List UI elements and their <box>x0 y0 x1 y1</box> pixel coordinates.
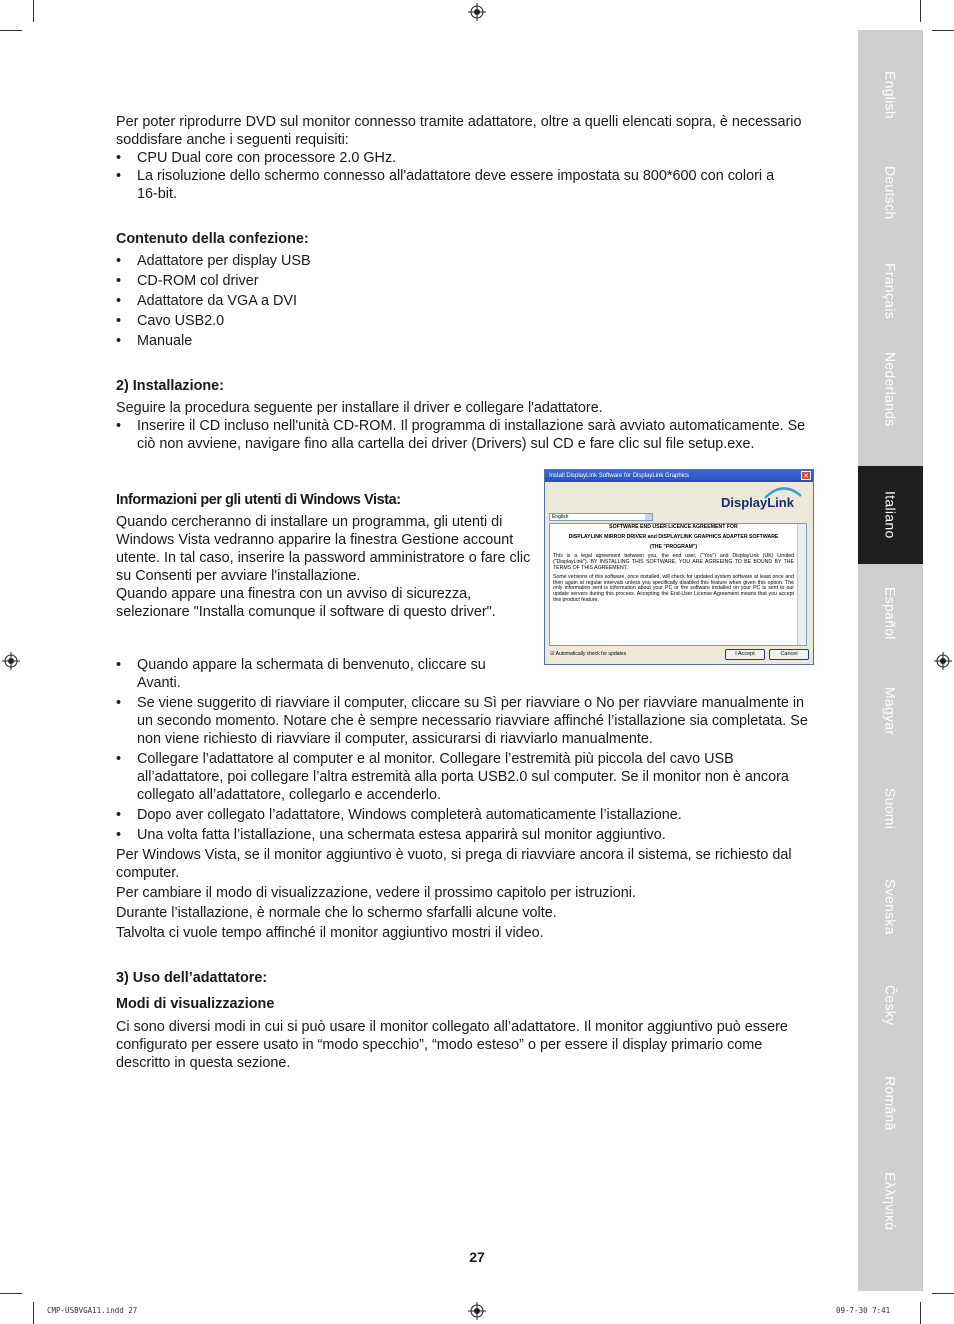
registration-mark-icon <box>2 652 20 670</box>
tab-romana[interactable]: Română <box>882 1075 899 1131</box>
steps-paragraph: Durante l’istallazione, è normale che lo schermo sfarfalli alcune volte. <box>116 905 557 921</box>
footer-file-info: CMP-USBVGA11.indd 27 <box>47 1306 138 1315</box>
usage-heading: 3) Uso dell’adattatore: <box>116 970 268 986</box>
tab-francais[interactable]: Français <box>882 262 899 320</box>
chevron-down-icon <box>645 514 652 520</box>
tab-magyar[interactable]: Magyar <box>882 686 899 736</box>
license-text-box[interactable]: SOFTWARE END USER LICENCE AGREEMENT FOR DISPLAYLINK MIRROR DRIVER and DISPLAYLINK GRAPHICS ADAPTER SOFTWARE (THE "PROGRAM") This is a legal agreement between you, the end user, ("You") and DisplayLink (UK) Limited ("DisplayLink"). BY INSTALLING THIS SOFTWARE, YOU ARE AGREEING TO BE BOUND BY THE TERMS OF THIS AGREEMENT. Some versions of this software, once installed, will check for updated system software at least once and then again at regular intervals unless you specifically disabled this feature when given this option. The only information sent is information about your PC or the software installed on your PC is sent to our update servers during this process. Accepting the End-User License Agreement means that you accept this product feature. <box>549 523 807 646</box>
list-item: • CD-ROM col driver <box>116 272 820 290</box>
install-paragraph: Seguire la procedura seguente per installare il driver e collegare l'adattatore. <box>116 400 603 416</box>
package-heading: Contenuto della confezione: <box>116 231 309 247</box>
installer-screenshot <box>544 469 814 665</box>
tab-nederlands[interactable]: Nederlands <box>882 351 899 427</box>
displaylink-logo: DisplayLink <box>721 486 807 512</box>
registration-mark-icon <box>468 1302 486 1320</box>
tab-greek[interactable]: Ελληνικά <box>882 1171 899 1231</box>
list-item: • Adattatore da VGA a DVI <box>116 292 820 310</box>
intro-paragraph: Per poter riprodurre DVD sul monitor connesso tramite adattatore, oltre a quelli elencati sopra, è necessario soddisfare anche i seguenti requisiti: <box>116 114 802 148</box>
usage-paragraph: Ci sono diversi modi in cui si può usare il monitor collegato all’adattatore. Il monitor aggiuntivo può essere configurato per essere usato in “modo specchio”, “modo esteso” o per essere il display primario come descritto in questa sezione. <box>116 1019 788 1071</box>
steps-paragraph: Talvolta ci vuole tempo affinché il monitor aggiuntivo mostri il video. <box>116 925 544 941</box>
list-item: • Inserire il CD incluso nell'unità CD-ROM. Il programma di installazione sarà avviato automaticamente. Se ciò non avviene, navigare fino alla cartella dei driver (Drivers) sul CD e fare clic sul file setup.exe. <box>116 417 820 453</box>
list-item: • Se viene suggerito di riavviare il computer, cliccare su Sì per riavviare o No per riavviare manualmente in un secondo momento. Notare che è sempre necessario riavviare affinché l’istallazione sia completata. Se non viene richiesto di riavviare il computer, assicurarsi di riavviarlo manualmente. <box>116 694 820 748</box>
close-icon[interactable]: ✕ <box>801 471 811 480</box>
vista-paragraph: Quando appare una finestra con un avviso di sicurezza, selezionare "Installa comunque il software di questo driver". <box>116 586 496 620</box>
cancel-button[interactable]: Cancel <box>769 649 809 660</box>
crop-mark <box>920 0 921 22</box>
registration-mark-icon <box>468 3 486 21</box>
list-item: • Manuale <box>116 332 820 350</box>
tab-deutsch[interactable]: Deutsch <box>882 166 899 220</box>
footer-timestamp: 09-7-30 7:41 <box>836 1306 891 1315</box>
installer-title: Install DisplayLink Software for DisplayLink Graphics <box>549 473 690 479</box>
tab-cesky[interactable]: Česky <box>882 984 899 1026</box>
list-item: • Adattatore per display USB <box>116 252 820 270</box>
crop-mark <box>920 1302 921 1324</box>
crop-mark <box>932 30 954 31</box>
steps-paragraph: Per cambiare il modo di visualizzazione, vedere il prossimo capitolo per istruzioni. <box>116 885 636 901</box>
list-item: • CPU Dual core con processore 2.0 GHz. <box>116 149 820 167</box>
list-item: • Cavo USB2.0 <box>116 312 820 330</box>
scrollbar[interactable] <box>797 524 806 645</box>
vista-paragraph: Quando cercheranno di installare un programma, gli utenti di Windows Vista vedranno apparire la finestra Gestione account utente. In tal caso, inserire la password amministratore o fare clic su Consenti per avviare l'installazione. <box>116 514 531 584</box>
installer-title-bar <box>545 470 813 482</box>
accept-button[interactable]: I Accept <box>725 649 765 660</box>
crop-mark <box>0 30 22 31</box>
language-sidebar <box>858 30 923 1291</box>
tab-espanol[interactable]: Español <box>882 586 899 640</box>
tab-suomi[interactable]: Suomi <box>882 788 899 830</box>
crop-mark <box>932 1293 954 1294</box>
tab-italiano[interactable]: Italiano <box>858 466 923 564</box>
tab-svenska[interactable]: Svenska <box>882 879 899 935</box>
list-item: • Dopo aver collegato l’adattatore, Windows completerà automaticamente l’istallazione. <box>116 806 820 824</box>
vista-heading: Informazioni per gli utenti di Windows Vista: <box>116 492 401 508</box>
steps-paragraph: Per Windows Vista, se il monitor aggiuntivo è vuoto, si prega di riavviare ancora il sistema, se richiesto dal computer. <box>116 847 792 881</box>
usage-subheading: Modi di visualizzazione <box>116 996 275 1012</box>
crop-mark <box>0 1293 22 1294</box>
crop-mark <box>33 0 34 22</box>
page-number: 27 <box>469 1249 485 1265</box>
list-item: • Quando appare la schermata di benvenuto, cliccare su Avanti. <box>116 656 507 692</box>
updates-checkbox[interactable]: ☑ Automatically check for updates <box>550 651 627 657</box>
list-item: • Collegare l’adattatore al computer e al monitor. Collegare l’estremità più piccola del cavo USB all’adattatore, poi collegare l’altra estremità alla porta USB2.0 sul computer. Se il monitor non è ancora collegato all’adattatore, collegarlo e accenderlo. <box>116 750 820 804</box>
registration-mark-icon <box>934 652 952 670</box>
list-item: • La risoluzione dello schermo connesso all'adattatore deve essere impostata su 800*600 con colori a 16-bit. <box>116 167 777 203</box>
tab-english[interactable]: English <box>882 70 899 120</box>
crop-mark <box>33 1302 34 1324</box>
install-heading: 2) Installazione: <box>116 378 224 394</box>
list-item: • Una volta fatta l’istallazione, una schermata estesa apparirà sul monitor aggiuntivo. <box>116 826 820 844</box>
language-select[interactable]: English <box>549 513 653 521</box>
